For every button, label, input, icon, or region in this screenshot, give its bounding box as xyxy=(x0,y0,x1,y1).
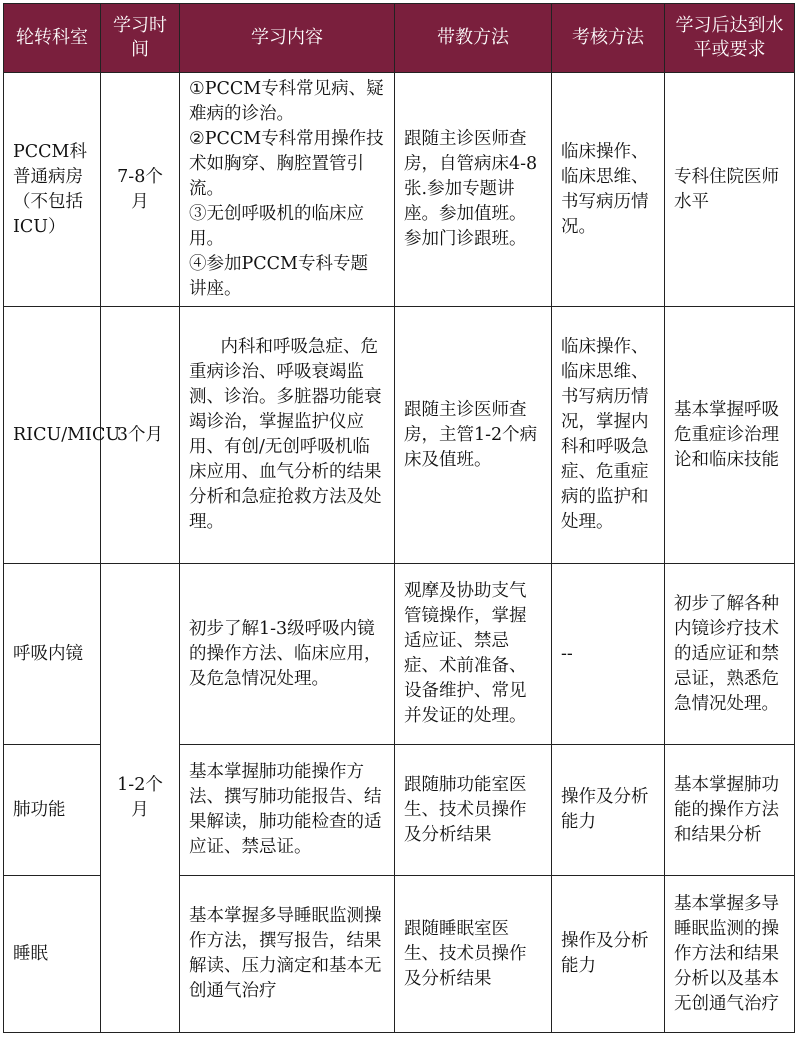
goal-cell: 基本掌握肺功能的操作方法和结果分析 xyxy=(665,745,795,876)
goal-cell: 基本掌握多导睡眠监测的操作方法和结果分析以及基本无创通气治疗 xyxy=(665,876,795,1033)
content-cell: 初步了解1-3级呼吸内镜的操作方法、临床应用，及危急情况处理。 xyxy=(180,564,395,745)
teaching-cell: 跟随睡眠室医生、技术员操作及分析结果 xyxy=(395,876,552,1033)
dept-cell: 肺功能 xyxy=(4,745,101,876)
time-cell: 1-2个月 xyxy=(101,564,180,1033)
content-item: ④参加PCCM专科专题讲座。 xyxy=(189,254,368,299)
header-assessment: 考核方法 xyxy=(552,4,665,73)
assessment-cell: 操作及分析能力 xyxy=(552,745,665,876)
assessment-cell: 临床操作、临床思维、书写病历情况，掌握内科和呼吸急症、危重症病的监护和处理。 xyxy=(552,307,665,564)
header-time: 学习时间 xyxy=(101,4,180,73)
time-cell: 3个月 xyxy=(101,307,180,564)
content-cell: 基本掌握多导睡眠监测操作方法，撰写报告，结果解读、压力滴定和基本无创通气治疗 xyxy=(180,876,395,1033)
dept-cell: RICU/MICU xyxy=(4,307,101,564)
assessment-cell: 操作及分析能力 xyxy=(552,876,665,1033)
assessment-cell: -- xyxy=(552,564,665,745)
table-row xyxy=(4,307,795,564)
header-content: 学习内容 xyxy=(180,4,395,73)
rotation-table xyxy=(3,3,795,1033)
dept-cell: 呼吸内镜 xyxy=(4,564,101,745)
assessment-cell: 临床操作、临床思维、书写病历情况。 xyxy=(552,73,665,307)
goal-cell: 初步了解各种内镜诊疗技术的适应证和禁忌证，熟悉危急情况处理。 xyxy=(665,564,795,745)
table-row xyxy=(4,73,795,307)
time-cell: 7-8个月 xyxy=(101,73,180,307)
content-item: ②PCCM专科常用操作技术如胸穿、胸腔置管引流。 xyxy=(189,129,384,199)
goal-cell: 专科住院医师水平 xyxy=(665,73,795,307)
table-row xyxy=(4,564,795,745)
content-cell: 基本掌握肺功能操作方法、撰写肺功能报告、结果解读，肺功能检查的适应证、禁忌证。 xyxy=(180,745,395,876)
header-row xyxy=(4,4,795,73)
dept-cell: PCCM科普通病房（不包括ICU） xyxy=(4,73,101,307)
content-item: ③无创呼吸机的临床应用。 xyxy=(189,204,364,249)
content-item: ①PCCM专科常见病、疑难病的诊治。 xyxy=(189,79,384,124)
content-cell: 内科和呼吸急症、危重病诊治、呼吸衰竭监测、诊治。多脏器功能衰竭诊治，掌握监护仪应用、有创/无创呼吸机临床应用、血气分析的结果分析和急症抢救方法及处理。 xyxy=(180,307,395,564)
dept-cell: 睡眠 xyxy=(4,876,101,1033)
goal-cell: 基本掌握呼吸危重症诊治理论和临床技能 xyxy=(665,307,795,564)
header-goal: 学习后达到水平或要求 xyxy=(665,4,795,73)
content-cell xyxy=(180,73,395,307)
teaching-cell: 观摩及协助支气管镜操作，掌握适应证、禁忌症、术前准备、设备维护、常见并发证的处理。 xyxy=(395,564,552,745)
header-teaching: 带教方法 xyxy=(395,4,552,73)
header-dept: 轮转科室 xyxy=(4,4,101,73)
teaching-cell: 跟随主诊医师查房，自管病床4-8张.参加专题讲座。参加值班。参加门诊跟班。 xyxy=(395,73,552,307)
teaching-cell: 跟随主诊医师查房，主管1-2个病床及值班。 xyxy=(395,307,552,564)
teaching-cell: 跟随肺功能室医生、技术员操作及分析结果 xyxy=(395,745,552,876)
